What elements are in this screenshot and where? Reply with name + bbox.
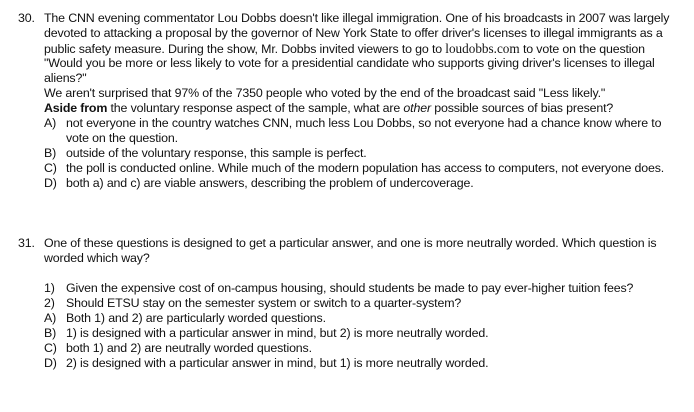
answer-option-c — [44, 161, 688, 176]
question-text: public safety measure. During the show, Mr. Dobbs invited viewers to go to — [44, 42, 442, 56]
question-text-line: aliens?" — [44, 71, 87, 85]
statement-2 — [44, 296, 688, 311]
question-number: 30. — [18, 11, 35, 25]
question-body — [44, 11, 688, 191]
question-prompt — [44, 101, 688, 116]
question-text-line: devoted to attacking a proposal by the governor of New York State to offer driver's licenses to illegal immigrants as a — [44, 26, 663, 40]
emphasis-bold: Aside from — [44, 101, 108, 115]
option-text: the poll is conducted online. While much of the modern population has access to computers, not everyone does. — [66, 161, 665, 175]
answer-option-b — [44, 326, 688, 341]
option-label: 2) — [44, 296, 55, 310]
answer-option-a — [44, 311, 688, 326]
question-text-line: worded which way? — [44, 251, 150, 265]
question-text-line: We aren't surprised that 97% of the 7350 people who voted by the end of the broadcast said "Less likely." — [44, 86, 606, 100]
option-label: 1) — [44, 281, 55, 295]
option-text: both 1) and 2) are neutrally worded questions. — [66, 341, 312, 355]
question-text: possible sources of bias present? — [434, 101, 614, 115]
answer-option-d — [44, 356, 688, 371]
question-text-line: The CNN evening commentator Lou Dobbs doesn't like illegal immigration. One of his broadcasts in 2007 was largely — [44, 11, 670, 25]
question-body — [44, 236, 688, 371]
option-label: C) — [44, 341, 57, 355]
option-text: Given the expensive cost of on-campus housing, should students be made to pay ever-higher tuition fees? — [66, 281, 634, 295]
option-label: D) — [44, 356, 57, 370]
option-text: outside of the voluntary response, this sample is perfect. — [66, 146, 367, 160]
option-label: B) — [44, 326, 57, 340]
option-text: Both 1) and 2) are particularly worded questions. — [66, 311, 326, 325]
question-text: the voluntary response aspect of the sample, what are — [110, 101, 401, 115]
website-url: loudobbs.com — [445, 41, 520, 56]
option-label: A) — [44, 116, 57, 130]
option-label: A) — [44, 311, 57, 325]
option-text: both a) and c) are viable answers, describing the problem of undercoverage. — [66, 176, 474, 190]
option-text: not everyone in the country watches CNN, much less Lou Dobbs, so not everyone had a chance know where to — [66, 116, 662, 130]
question-31 — [18, 236, 688, 371]
question-30 — [18, 11, 688, 191]
answer-option-a — [44, 116, 688, 131]
question-text: to vote on the question — [522, 42, 645, 56]
option-text: vote on the question. — [66, 131, 178, 145]
option-label: C) — [44, 161, 57, 175]
question-text-line: "Would you be more or less likely to vote for a presidential candidate who supports giving driver's licenses to illegal — [44, 56, 655, 70]
question-text-line — [44, 41, 688, 56]
option-label: B) — [44, 146, 57, 160]
option-text: Should ETSU stay on the semester system or switch to a quarter-system? — [66, 296, 462, 310]
answer-option-a-cont — [44, 131, 688, 146]
statement-1 — [44, 281, 688, 296]
emphasis-italic: other — [403, 101, 431, 115]
option-text: 2) is designed with a particular answer in mind, but 1) is more neutrally worded. — [66, 356, 489, 370]
spacer — [44, 266, 688, 281]
answer-option-c — [44, 341, 688, 356]
option-label: D) — [44, 176, 57, 190]
question-number: 31. — [18, 236, 35, 250]
question-text-line: One of these questions is designed to get a particular answer, and one is more neutrally worded. Which question is — [44, 236, 657, 250]
option-text: 1) is designed with a particular answer in mind, but 2) is more neutrally worded. — [66, 326, 489, 340]
answer-option-b — [44, 146, 688, 161]
answer-option-d — [44, 176, 688, 191]
